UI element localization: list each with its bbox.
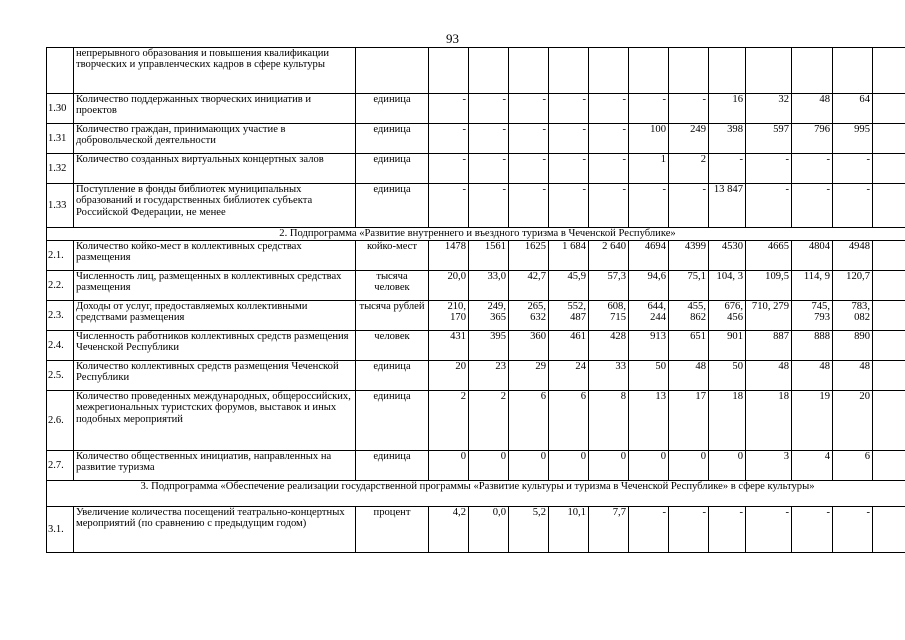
table-row [47, 391, 905, 451]
value-cell [429, 48, 469, 94]
value-cell [873, 361, 905, 391]
table-row [47, 154, 905, 184]
value-cell: 19 [792, 391, 833, 451]
row-number: 1.32 [47, 154, 74, 184]
table-row [47, 124, 905, 154]
indicator-name: непрерывного образования и повышения квалификации творческих и управленческих кадров в сфере культуры [74, 48, 356, 94]
value-cell [833, 48, 873, 94]
value-cell: 10,1 [549, 507, 589, 553]
value-cell: - [549, 124, 589, 154]
value-cell: - [746, 154, 792, 184]
value-cell: 888 [792, 331, 833, 361]
value-cell: 20,0 [429, 271, 469, 301]
value-cell: 50 [709, 361, 746, 391]
value-cell: 2 [669, 154, 709, 184]
value-cell: 45,9 [549, 271, 589, 301]
row-number: 2.1. [47, 241, 74, 271]
indicator-name: Количество созданных виртуальных концертных залов [74, 154, 356, 184]
value-cell: - [669, 94, 709, 124]
value-cell [873, 451, 905, 481]
value-cell: 4,2 [429, 507, 469, 553]
value-cell: 64 [833, 94, 873, 124]
value-cell [873, 184, 905, 228]
value-cell [709, 48, 746, 94]
value-cell: 745, 793 [792, 301, 833, 331]
value-cell: 75,1 [669, 271, 709, 301]
value-cell: - [469, 184, 509, 228]
value-cell: 20 [833, 391, 873, 451]
value-cell: - [709, 154, 746, 184]
value-cell: 552, 487 [549, 301, 589, 331]
value-cell: - [589, 184, 629, 228]
value-cell: 24 [549, 361, 589, 391]
value-cell: 0 [589, 451, 629, 481]
value-cell [792, 48, 833, 94]
table-row [47, 301, 905, 331]
value-cell: 4530 [709, 241, 746, 271]
value-cell: - [429, 94, 469, 124]
value-cell: - [549, 154, 589, 184]
value-cell: - [589, 124, 629, 154]
value-cell: 8 [589, 391, 629, 451]
value-cell: - [509, 124, 549, 154]
value-cell: - [709, 507, 746, 553]
value-cell: 398 [709, 124, 746, 154]
value-cell: - [629, 507, 669, 553]
value-cell: 0 [509, 451, 549, 481]
value-cell: 48 [792, 94, 833, 124]
value-cell: - [589, 94, 629, 124]
value-cell: - [429, 154, 469, 184]
value-cell: - [629, 94, 669, 124]
table-row [47, 48, 905, 94]
table-body [47, 48, 905, 553]
value-cell [873, 301, 905, 331]
value-cell: 6 [833, 451, 873, 481]
indicators-table [46, 47, 905, 553]
value-cell: 901 [709, 331, 746, 361]
value-cell: 461 [549, 331, 589, 361]
value-cell: 114, 9 [792, 271, 833, 301]
value-cell: 265, 632 [509, 301, 549, 331]
value-cell: 104, 3 [709, 271, 746, 301]
value-cell: 17 [669, 391, 709, 451]
unit-cell: процент [356, 507, 429, 553]
value-cell: - [469, 154, 509, 184]
value-cell: - [669, 184, 709, 228]
value-cell: 651 [669, 331, 709, 361]
row-number: 2.3. [47, 301, 74, 331]
table-row [47, 361, 905, 391]
value-cell: 100 [629, 124, 669, 154]
table-row [47, 184, 905, 228]
value-cell: 249 [669, 124, 709, 154]
value-cell: - [509, 154, 549, 184]
unit-cell: единица [356, 184, 429, 228]
section-title: 3. Подпрограмма «Обеспечение реализации государственной программы «Развитие культуры и туризма в Чеченской Республике» в сфере культуры» [47, 481, 905, 507]
value-cell: 783, 082 [833, 301, 873, 331]
value-cell: 33,0 [469, 271, 509, 301]
value-cell [873, 48, 905, 94]
unit-cell: единица [356, 391, 429, 451]
value-cell: 0 [549, 451, 589, 481]
table-row [47, 271, 905, 301]
value-cell: - [833, 184, 873, 228]
value-cell: 1625 [509, 241, 549, 271]
value-cell: - [429, 184, 469, 228]
section-row [47, 481, 905, 507]
row-number: 2.2. [47, 271, 74, 301]
value-cell: 597 [746, 124, 792, 154]
value-cell: 94,6 [629, 271, 669, 301]
value-cell: - [469, 124, 509, 154]
value-cell: - [429, 124, 469, 154]
indicator-name: Поступление в фонды библиотек муниципальных образований и государственных библиотек субъекта Российской Федерации, не менее [74, 184, 356, 228]
value-cell [873, 271, 905, 301]
value-cell [873, 94, 905, 124]
value-cell: 796 [792, 124, 833, 154]
value-cell: 23 [469, 361, 509, 391]
value-cell: 0 [469, 451, 509, 481]
value-cell: 2 640 [589, 241, 629, 271]
value-cell: 913 [629, 331, 669, 361]
value-cell: 2 [429, 391, 469, 451]
value-cell: 16 [709, 94, 746, 124]
value-cell: 42,7 [509, 271, 549, 301]
value-cell: 890 [833, 331, 873, 361]
value-cell: 0 [709, 451, 746, 481]
unit-cell: единица [356, 154, 429, 184]
row-number: 2.6. [47, 391, 74, 451]
unit-cell: тысяча рублей [356, 301, 429, 331]
value-cell: 4 [792, 451, 833, 481]
value-cell: 1 [629, 154, 669, 184]
row-number: 2.4. [47, 331, 74, 361]
value-cell: 0 [429, 451, 469, 481]
value-cell: - [746, 507, 792, 553]
value-cell: 13 847 [709, 184, 746, 228]
value-cell: - [746, 184, 792, 228]
value-cell: 32 [746, 94, 792, 124]
value-cell [873, 507, 905, 553]
value-cell: 120,7 [833, 271, 873, 301]
value-cell: 6 [509, 391, 549, 451]
indicator-name: Доходы от услуг, предоставляемых коллективными средствами размещения [74, 301, 356, 331]
row-number: 2.5. [47, 361, 74, 391]
value-cell: 608, 715 [589, 301, 629, 331]
value-cell: 1 684 [549, 241, 589, 271]
value-cell [589, 48, 629, 94]
row-number: 1.33 [47, 184, 74, 228]
table-row [47, 331, 905, 361]
unit-cell: тысяча человек [356, 271, 429, 301]
value-cell: 395 [469, 331, 509, 361]
unit-cell: единица [356, 124, 429, 154]
value-cell: 249, 365 [469, 301, 509, 331]
indicator-name: Численность лиц, размещенных в коллективных средствах размещения [74, 271, 356, 301]
value-cell: 18 [709, 391, 746, 451]
value-cell: 644, 244 [629, 301, 669, 331]
value-cell [873, 391, 905, 451]
row-number: 2.7. [47, 451, 74, 481]
value-cell: 109,5 [746, 271, 792, 301]
value-cell [746, 48, 792, 94]
value-cell: 1561 [469, 241, 509, 271]
value-cell: 210, 170 [429, 301, 469, 331]
value-cell [873, 331, 905, 361]
value-cell: - [549, 94, 589, 124]
indicator-name: Количество койко-мест в коллективных средствах размещения [74, 241, 356, 271]
value-cell: - [589, 154, 629, 184]
value-cell: 57,3 [589, 271, 629, 301]
row-number: 3.1. [47, 507, 74, 553]
value-cell: - [833, 507, 873, 553]
value-cell: 5,2 [509, 507, 549, 553]
value-cell: 1478 [429, 241, 469, 271]
table-row [47, 507, 905, 553]
value-cell: 887 [746, 331, 792, 361]
value-cell: 18 [746, 391, 792, 451]
value-cell: 48 [746, 361, 792, 391]
value-cell: 431 [429, 331, 469, 361]
value-cell [873, 154, 905, 184]
section-row [47, 228, 905, 241]
value-cell: 7,7 [589, 507, 629, 553]
value-cell [873, 124, 905, 154]
value-cell: 4399 [669, 241, 709, 271]
section-title: 2. Подпрограмма «Развитие внутреннего и въездного туризма в Чеченской Республике» [47, 228, 905, 241]
value-cell: 50 [629, 361, 669, 391]
value-cell: - [549, 184, 589, 228]
value-cell: - [629, 184, 669, 228]
value-cell: 33 [589, 361, 629, 391]
value-cell: 0 [629, 451, 669, 481]
value-cell: 13 [629, 391, 669, 451]
value-cell: 29 [509, 361, 549, 391]
row-number: 1.30 [47, 94, 74, 124]
value-cell: - [792, 154, 833, 184]
table-row [47, 451, 905, 481]
value-cell: 48 [792, 361, 833, 391]
value-cell: - [792, 507, 833, 553]
row-number: 1.31 [47, 124, 74, 154]
value-cell: 428 [589, 331, 629, 361]
value-cell: 3 [746, 451, 792, 481]
value-cell: - [509, 94, 549, 124]
value-cell: - [792, 184, 833, 228]
table-row [47, 94, 905, 124]
table-row [47, 241, 905, 271]
value-cell [669, 48, 709, 94]
indicator-name: Численность работников коллективных средств размещения Чеченской Республики [74, 331, 356, 361]
unit-cell: единица [356, 451, 429, 481]
value-cell: 0,0 [469, 507, 509, 553]
indicator-name: Количество поддержанных творческих инициатив и проектов [74, 94, 356, 124]
unit-cell: койко-мест [356, 241, 429, 271]
value-cell: 710, 279 [746, 301, 792, 331]
value-cell [549, 48, 589, 94]
value-cell: 2 [469, 391, 509, 451]
value-cell [873, 241, 905, 271]
value-cell: 4694 [629, 241, 669, 271]
value-cell: - [833, 154, 873, 184]
value-cell: 4804 [792, 241, 833, 271]
unit-cell: единица [356, 94, 429, 124]
value-cell: - [669, 507, 709, 553]
indicator-name: Количество общественных инициатив, направленных на развитие туризма [74, 451, 356, 481]
value-cell [509, 48, 549, 94]
value-cell: 6 [549, 391, 589, 451]
value-cell: - [469, 94, 509, 124]
indicator-name: Количество коллективных средств размещения Чеченской Республики [74, 361, 356, 391]
value-cell: - [509, 184, 549, 228]
indicator-name: Количество проведенных международных, общероссийских, межрегиональных туристских форумов, выставок и иных подобных мероприятий [74, 391, 356, 451]
value-cell [629, 48, 669, 94]
value-cell: 360 [509, 331, 549, 361]
unit-cell: человек [356, 331, 429, 361]
value-cell: 455, 862 [669, 301, 709, 331]
value-cell: 4948 [833, 241, 873, 271]
value-cell: 0 [669, 451, 709, 481]
indicator-name: Увеличение количества посещений театрально-концертных мероприятий (по сравнению с предыдущим годом) [74, 507, 356, 553]
row-number [47, 48, 74, 94]
value-cell: 676, 456 [709, 301, 746, 331]
value-cell: 48 [669, 361, 709, 391]
value-cell: 995 [833, 124, 873, 154]
value-cell [469, 48, 509, 94]
value-cell: 4665 [746, 241, 792, 271]
unit-cell [356, 48, 429, 94]
indicator-name: Количество граждан, принимающих участие в добровольческой деятельности [74, 124, 356, 154]
unit-cell: единица [356, 361, 429, 391]
value-cell: 20 [429, 361, 469, 391]
value-cell: 48 [833, 361, 873, 391]
page-number: 93 [446, 31, 459, 46]
